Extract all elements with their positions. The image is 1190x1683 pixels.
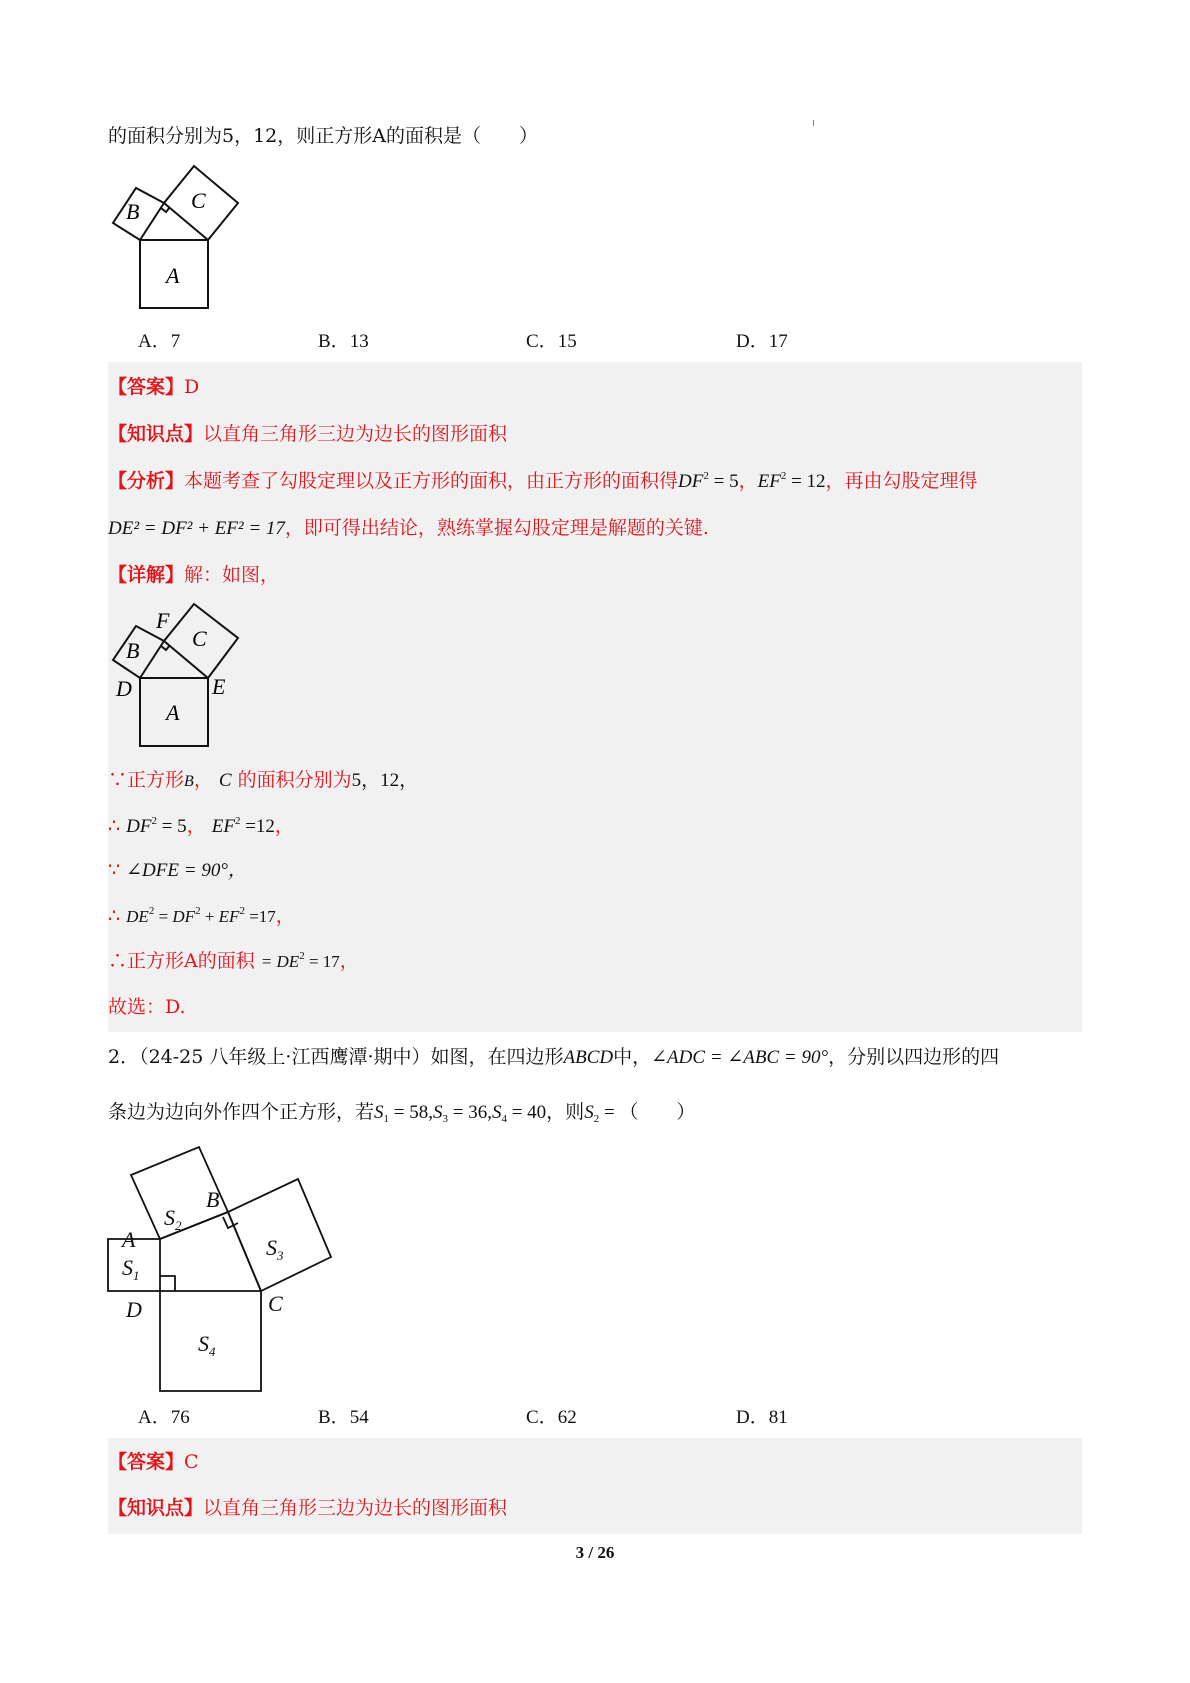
label-a: A xyxy=(166,263,180,288)
label-e: E xyxy=(212,674,226,699)
q1-figure xyxy=(106,163,246,313)
label-a: A xyxy=(166,700,180,725)
q1-option-c[interactable]: C．15 xyxy=(526,331,577,352)
q2-knowledge: 【知识点】以直角三角形三边为边长的图形面积 xyxy=(108,1497,508,1519)
label-s2: $S_2$ xyxy=(164,1205,182,1233)
label-f: F xyxy=(156,608,170,633)
q2-stem-line2: 条边为边向外作四个正方形，若$S_1 = 58,S_3 = 36,S_4 = 40$，则$S_2$ = （ ） xyxy=(108,1101,696,1125)
label-d: D xyxy=(126,1297,142,1322)
label-c: C xyxy=(192,626,207,651)
q1-analysis-line1: 【分析】本题考查了勾股定理以及正方形的面积，由正方形的面积得$DF^2 = 5$，$EF^2 = 12$，再由勾股定理得 xyxy=(108,470,978,492)
q1-detail-intro: 【详解】解：如图， xyxy=(108,564,280,586)
label-b: B xyxy=(126,199,140,224)
label-a: A xyxy=(122,1227,136,1252)
q2-figure xyxy=(106,1145,356,1395)
q1-step-1: ∵正方形B， C 的面积分别为5，12， xyxy=(108,769,419,791)
q1-knowledge: 【知识点】以直角三角形三边为边长的图形面积 xyxy=(108,423,508,445)
q1-detail-figure xyxy=(106,598,256,758)
label-b: B xyxy=(206,1187,220,1212)
q1-analysis-line2: DE² = DF² + EF² = 17，即可得出结论，熟练掌握勾股定理是解题的关键. xyxy=(108,517,709,539)
q1-step-2: ∴ $DF^2 = 5$， $EF^2 =12$， xyxy=(108,815,294,837)
label-c: C xyxy=(191,188,206,213)
q2-option-a[interactable]: A．76 xyxy=(138,1407,190,1428)
label-s4: $S_4$ xyxy=(198,1331,216,1359)
q2-option-b[interactable]: B．54 xyxy=(318,1407,369,1428)
q1-option-a[interactable]: A．7 xyxy=(138,331,181,352)
q1-option-b[interactable]: B．13 xyxy=(318,331,369,352)
q2-option-c[interactable]: C．62 xyxy=(526,1407,577,1428)
q1-step-4: ∴ $DE^2 = DF^2 + EF^2 =17$， xyxy=(108,905,295,927)
label-s3: $S_3$ xyxy=(266,1235,284,1263)
q1-answer: 【答案】D xyxy=(108,376,200,398)
q1-conclusion: 故选：D. xyxy=(108,996,186,1018)
label-d: D xyxy=(116,676,132,701)
q1-stem: 的面积分别为5，12，则正方形A的面积是（ ） xyxy=(108,125,538,147)
label-c: C xyxy=(268,1291,283,1316)
q1-option-d[interactable]: D．17 xyxy=(736,331,788,352)
stray-mark xyxy=(813,120,814,126)
q2-option-d[interactable]: D．81 xyxy=(736,1407,788,1428)
page-number: 3 / 26 xyxy=(575,1543,615,1562)
q2-stem-line1: 2．（24-25 八年级上·江西鹰潭·期中）如图，在四边形ABCD中，∠ADC = ∠ABC = 90°，分别以四边形的四 xyxy=(108,1046,1000,1068)
q2-answer: 【答案】C xyxy=(108,1451,199,1473)
q1-step-3: ∵ ∠DFE = 90°， xyxy=(108,859,247,881)
label-s1: $S_1$ xyxy=(122,1255,140,1283)
label-b: B xyxy=(126,638,140,663)
q1-step-5: ∴正方形A的面积 = $DE^2 = 17$， xyxy=(108,950,359,972)
